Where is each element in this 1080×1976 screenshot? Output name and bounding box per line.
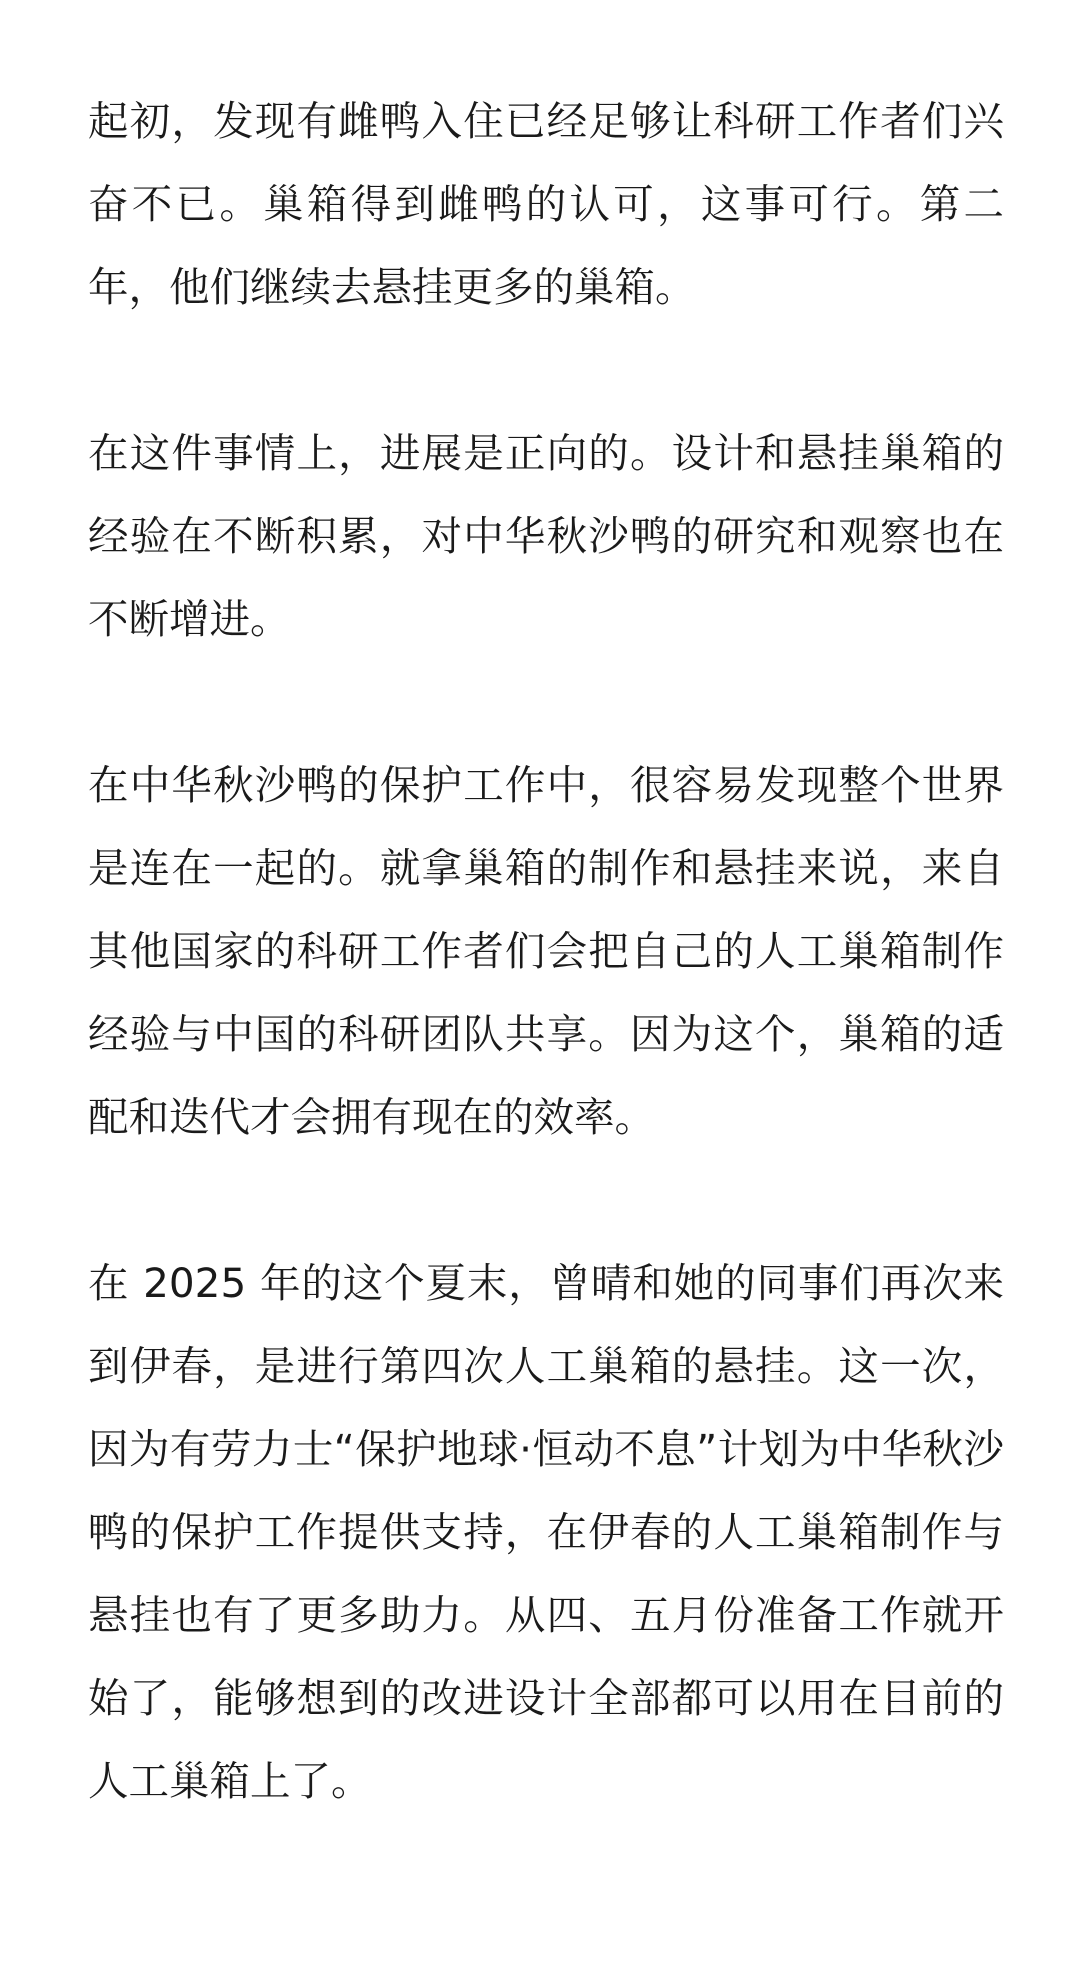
paragraph-4: 在 2025 年的这个夏末，曾晴和她的同事们再次来到伊春，是进行第四次人工巢箱的悬挂。这一次，因为有劳力士“保护地球·恒动不息”计划为中华秋沙鸭的保护工作提供支持，在伊春的人工巢箱制作与悬挂也有了更多助力。从四、五月份准备工作就开始了，能够想到的改进设计全部都可以用在目前的人工巢箱上了。 bbox=[88, 1259, 1004, 1805]
paragraph-3: 在中华秋沙鸭的保护工作中，很容易发现整个世界是连在一起的。就拿巢箱的制作和悬挂来说，来自其他国家的科研工作者们会把自己的人工巢箱制作经验与中国的科研团队共享。因为这个，巢箱的适配和迭代才会拥有现在的效率。 bbox=[88, 761, 1004, 1141]
paragraph-1: 起初，发现有雌鸭入住已经足够让科研工作者们兴奋不已。巢箱得到雌鸭的认可，这事可行。第二年，他们继续去悬挂更多的巢箱。 bbox=[88, 97, 1004, 311]
article-body bbox=[88, 80, 1004, 1823]
paragraph-2: 在这件事情上，进展是正向的。设计和悬挂巢箱的经验在不断积累，对中华秋沙鸭的研究和观察也在不断增进。 bbox=[88, 429, 1004, 643]
